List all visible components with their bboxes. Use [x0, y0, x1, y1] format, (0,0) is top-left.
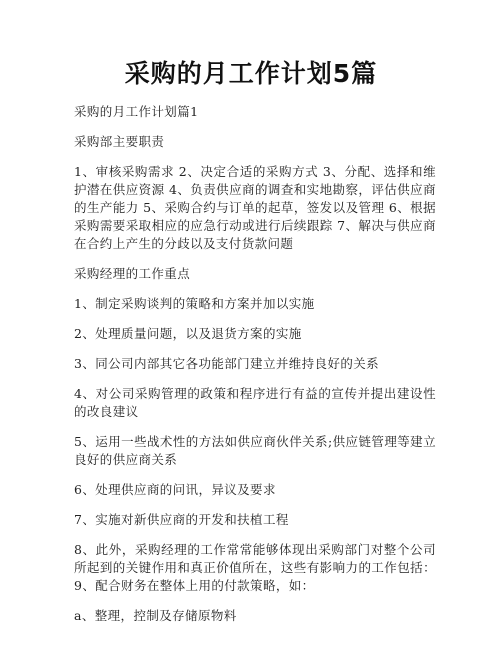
focus-item-8: 8、此外，采购经理的工作常常能够体现出采购部门对整个公司所起到的关键作用和真正价值所在，这些有影响力的工作包括： 9、配合财务在整体上用的付款策略，如：	[74, 542, 436, 593]
focus-item-7: 7、实施对新供应商的开发和扶植工程	[74, 512, 289, 527]
subheading-manager-focus: 采购经理的工作重点	[74, 266, 191, 281]
focus-item-2: 2、处理质量问题，以及退货方案的实施	[74, 326, 302, 341]
responsibilities-paragraph: 1、审核采购需求 2、决定合适的采购方式 3、分配、选择和维护潜在供应资源 4、负责供应商的调查和实地勘察，评估供应商的生产能力 5、采购合约与订单的起草，签发以及管理 6、根据采购需要采取相应的应急行动或进行后续跟踪 7、解决与供应商在合约上产生的分歧以及支付货款问题	[74, 164, 436, 251]
focus-item-3: 3、同公司内部其它各功能部门建立并维持良好的关系	[74, 356, 380, 371]
focus-item-4: 4、对公司采购管理的政策和程序进行有益的宣传并提出建设性的改良建议	[74, 386, 436, 419]
section-heading: 采购的月工作计划篇1	[74, 104, 199, 119]
focus-item-6: 6、处理供应商的问讯，异议及要求	[74, 482, 276, 497]
focus-item-a: a、整理，控制及存储原物料	[74, 608, 237, 623]
subheading-responsibilities: 采购部主要职责	[74, 134, 165, 149]
document-body	[74, 103, 436, 637]
document-title: 采购的月工作计划5篇	[124, 59, 378, 88]
focus-item-1: 1、制定采购谈判的策略和方案并加以实施	[74, 296, 315, 311]
focus-item-5: 5、运用一些战术性的方法如供应商伙伴关系;供应链管理等建立良好的供应商关系	[74, 434, 436, 467]
